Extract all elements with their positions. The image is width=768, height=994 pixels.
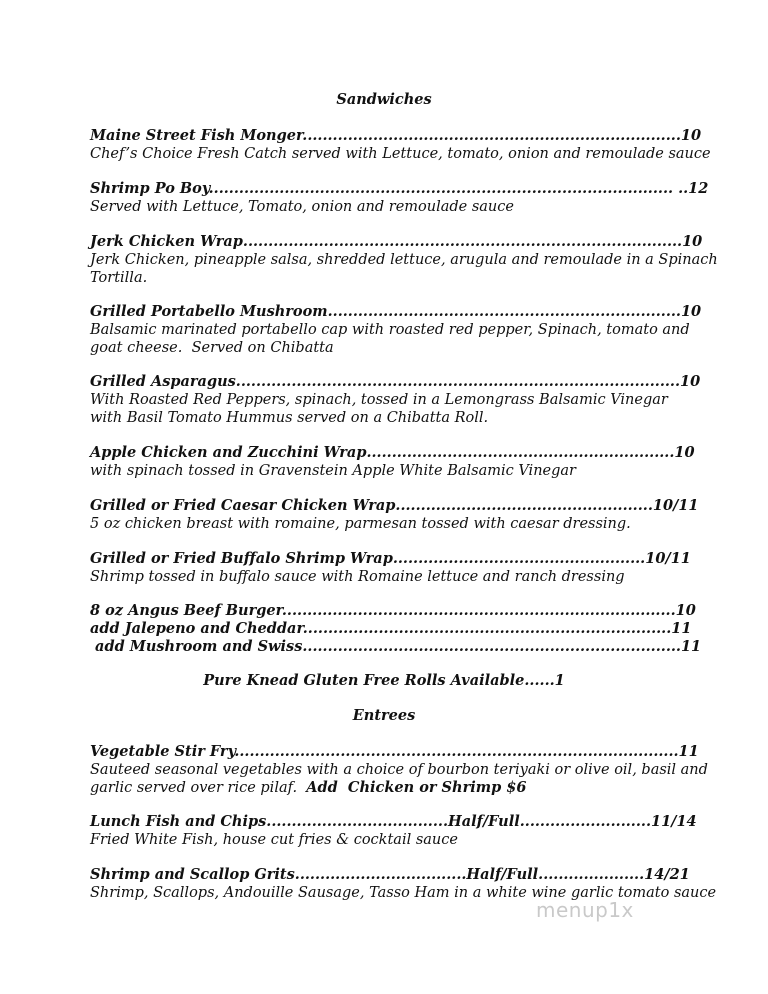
gluten-free-note: Pure Knead Gluten Free Rolls Available......1 bbox=[203, 672, 565, 689]
menu-item-addon: Add Chicken or Shrimp $6 bbox=[306, 779, 527, 796]
menu-item-description: Shrimp, Scallops, Andouille Sausage, Tasso Ham in a white wine garlic tomato sauce bbox=[90, 885, 717, 901]
menu-item-title: Maine Street Fish Monger...........................................................................10 bbox=[90, 127, 702, 144]
menu-item-description: Sauteed seasonal vegetables with a choice of bourbon teriyaki or olive oil, basil and bbox=[90, 762, 708, 778]
menu-item-description: goat cheese. Served on Chibatta bbox=[90, 340, 334, 356]
menu-item-description: Jerk Chicken, pineapple salsa, shredded lettuce, arugula and remoulade in a Spinach bbox=[90, 252, 718, 268]
section-heading-entrees: Entrees bbox=[352, 707, 416, 724]
menu-item-title: Grilled or Fried Caesar Chicken Wrap...................................................10/11 bbox=[90, 497, 699, 514]
menu-item-title: Shrimp and Scallop Grits..................................Half/Full.....................14/21 bbox=[90, 866, 690, 883]
menu-item-description: Fried White Fish, house cut fries & cocktail sauce bbox=[90, 832, 458, 848]
menu-item-description: garlic served over rice pilaf. bbox=[90, 780, 298, 796]
section-heading-sandwiches: Sandwiches bbox=[336, 91, 432, 108]
menu-item-description: Shrimp tossed in buffalo sauce with Romaine lettuce and ranch dressing bbox=[90, 569, 625, 585]
menu-item-description: with spinach tossed in Gravenstein Apple White Balsamic Vinegar bbox=[90, 463, 576, 479]
menu-item-title: 8 oz Angus Beef Burger..............................................................................10 bbox=[90, 602, 696, 619]
menu-item-description: Balsamic marinated portabello cap with roasted red pepper, Spinach, tomato and bbox=[90, 322, 690, 338]
menu-item-title: Apple Chicken and Zucchini Wrap.............................................................10 bbox=[90, 444, 695, 461]
burger-addon: add Mushroom and Swiss...........................................................................11 bbox=[90, 638, 702, 655]
watermark: menup1x bbox=[536, 898, 634, 922]
menu-item-title: Grilled Asparagus........................................................................................10 bbox=[90, 373, 701, 390]
menu-item-title: Grilled Portabello Mushroom......................................................................10 bbox=[90, 303, 702, 320]
menu-item-title: Vegetable Stir Fry........................................................................................11 bbox=[90, 743, 699, 760]
menu-item-description: Served with Lettuce, Tomato, onion and remoulade sauce bbox=[90, 199, 514, 215]
menu-item-description: Tortilla. bbox=[90, 270, 148, 286]
menu-item-title: Shrimp Po Boy............................................................................................ ..12 bbox=[90, 180, 709, 197]
menu-item-title: Lunch Fish and Chips....................................Half/Full..........................11/14 bbox=[90, 813, 697, 830]
menu-item-description-row bbox=[90, 779, 526, 797]
menu-item-description: 5 oz chicken breast with romaine, parmesan tossed with caesar dressing. bbox=[90, 516, 631, 532]
menu-item-description: With Roasted Red Peppers, spinach, tossed in a Lemongrass Balsamic Vinegar bbox=[90, 392, 668, 408]
menu-item-description: with Basil Tomato Hummus served on a Chibatta Roll. bbox=[90, 410, 489, 426]
menu-item-description: Chef’s Choice Fresh Catch served with Lettuce, tomato, onion and remoulade sauce bbox=[90, 146, 711, 162]
menu-item-title: Jerk Chicken Wrap.......................................................................................10 bbox=[90, 233, 703, 250]
menu-item-title: Grilled or Fried Buffalo Shrimp Wrap..................................................10/11 bbox=[90, 550, 691, 567]
burger-addon: add Jalepeno and Cheddar.........................................................................11 bbox=[90, 620, 692, 637]
